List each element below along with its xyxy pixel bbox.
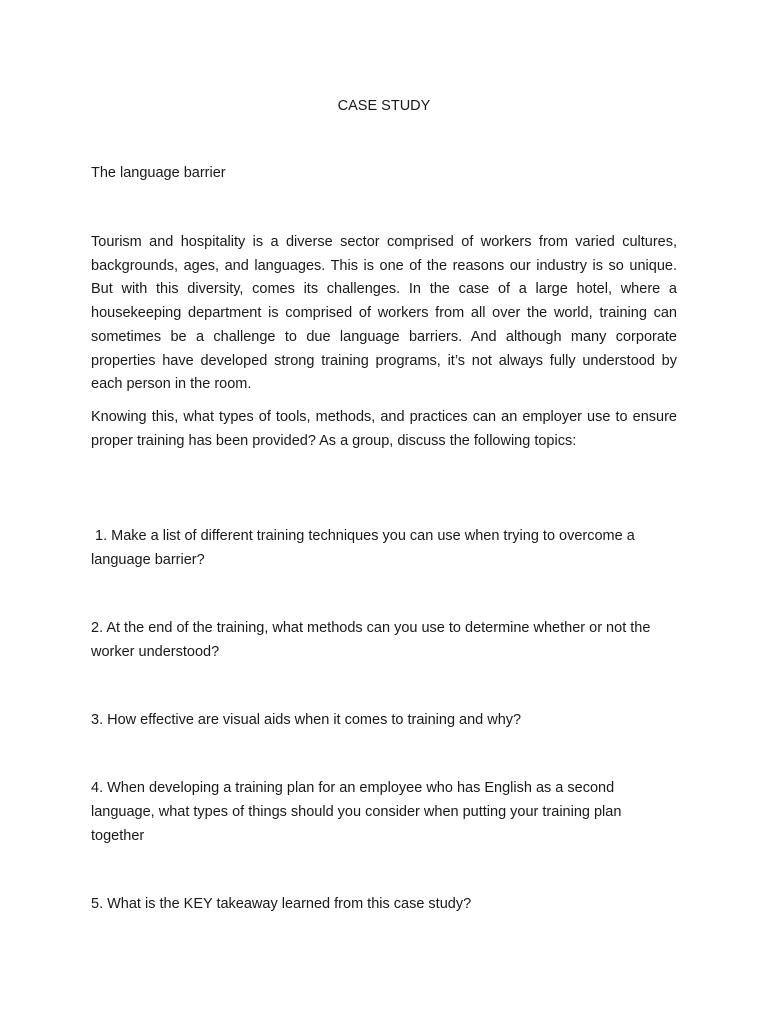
question-3: 3. How effective are visual aids when it comes to training and why? bbox=[91, 712, 522, 728]
case-study-subtitle: The language barrier bbox=[91, 165, 226, 181]
question-1: 1. Make a list of different training techniques you can use when trying to overcome a language barrier? bbox=[91, 528, 639, 568]
question-5: 5. What is the KEY takeaway learned from this case study? bbox=[91, 896, 472, 912]
question-2: 2. At the end of the training, what methods can you use to determine whether or not the worker understood? bbox=[91, 620, 651, 660]
prompt-paragraph: Knowing this, what types of tools, methods, and practices can an employer use to ensure proper training has been provided? As a group, discuss the following topics: bbox=[91, 409, 677, 449]
document-title: CASE STUDY bbox=[337, 98, 431, 114]
intro-paragraph: Tourism and hospitality is a diverse sector comprised of workers from varied cultures, backgrounds, ages, and languages. This is one of the reasons our industry is so unique. But with this diversity, comes its challenges. In the case of a large hotel, where a housekeeping department is comprised of workers from all over the world, training can sometimes be a challenge to due language barriers. And although many corporate properties have developed strong training programs, it’s not always fully understood by each person in the room. bbox=[91, 234, 677, 393]
question-4: 4. When developing a training plan for an employee who has English as a second language, what types of things should you consider when putting your training plan together bbox=[91, 780, 622, 844]
